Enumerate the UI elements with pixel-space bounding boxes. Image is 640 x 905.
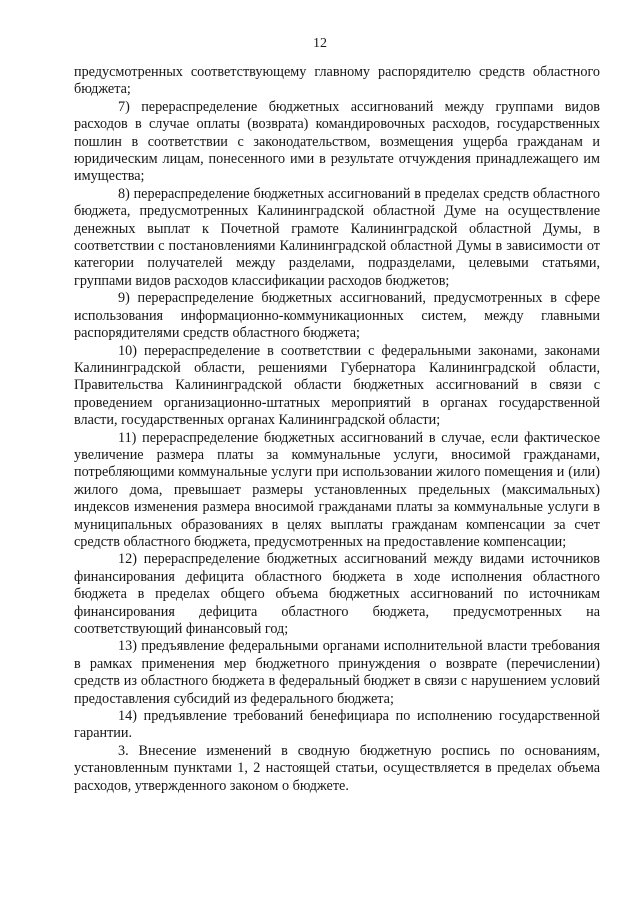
document-body xyxy=(74,64,600,795)
paragraph-item-11: 11) перераспределение бюджетных ассигнований в случае, если фактическое увеличение размера платы за коммунальные услуги, вносимой гражданами, потребляющими коммунальные услуги при использовании жилого помещения и (или) жилого дома, превышает размеры установленных предельных (максимальных) индексов изменения размера вносимой гражданами платы за коммунальные услуги в муниципальных образованиях в целях выплаты гражданам компенсации за счет средств областного бюджета, предусмотренных на предоставление компенсации; xyxy=(74,429,600,550)
page-number: 12 xyxy=(313,36,327,51)
paragraph-item-10: 10) перераспределение в соответствии с федеральными законами, законами Калининградской области, решениями Губернатора Калининградской области, Правительства Калининградской области бюджетных ассигнований в связи с проведением организационно-штатных мероприятий в органах государственной власти, государственных органах Калининградской области; xyxy=(74,342,600,429)
paragraph-item-14: 14) предъявление требований бенефициара по исполнению государственной гарантии. xyxy=(74,708,600,742)
paragraph-item-9: 9) перераспределение бюджетных ассигнований, предусмотренных в сфере использования информационно-коммуникационных систем, между главными распорядителями средств областного бюджета; xyxy=(74,290,600,342)
paragraph-continuation: предусмотренных соответствующему главному распорядителю средств областного бюджета; xyxy=(74,64,600,98)
paragraph-item-13: 13) предъявление федеральными органами исполнительной власти требования в рамках применения мер бюджетного принуждения о возврате (перечислении) средств из областного бюджета в федеральный бюджет в связи с нарушением условий предоставления субсидий из федерального бюджета; xyxy=(74,638,600,707)
paragraph-item-12: 12) перераспределение бюджетных ассигнований между видами источников финансирования дефицита областного бюджета в ходе исполнения областного бюджета в пределах общего объема бюджетных ассигнований по источникам финансирования дефицита областного бюджета, предусмотренных на соответствующий финансовый год; xyxy=(74,551,600,637)
paragraph-item-7: 7) перераспределение бюджетных ассигнований между группами видов расходов в случае оплаты (возврата) командировочных расходов, государственных пошлин в соответствии с законодательством, возмещения ущерба гражданам и юридическим лицам, понесенного ими в результате отчуждения принадлежащего им имущества; xyxy=(74,98,600,185)
paragraph-item-8: 8) перераспределение бюджетных ассигнований в пределах средств областного бюджета, предусмотренных Калининградской областной Думе на осуществление денежных выплат к Почетной грамоте Калининградской областной Думы, в соответствии с постановлениями Калининградской областной Думы в зависимости от категории получателей между разделами, подразделами, целевыми статьями, группами видов расходов классификации расходов бюджетов; xyxy=(74,185,600,289)
paragraph-section-3: 3. Внесение изменений в сводную бюджетную роспись по основаниям, установленным пунктами 1, 2 настоящей статьи, осуществляется в пределах объема расходов, утвержденного законом о бюджете. xyxy=(74,742,600,794)
